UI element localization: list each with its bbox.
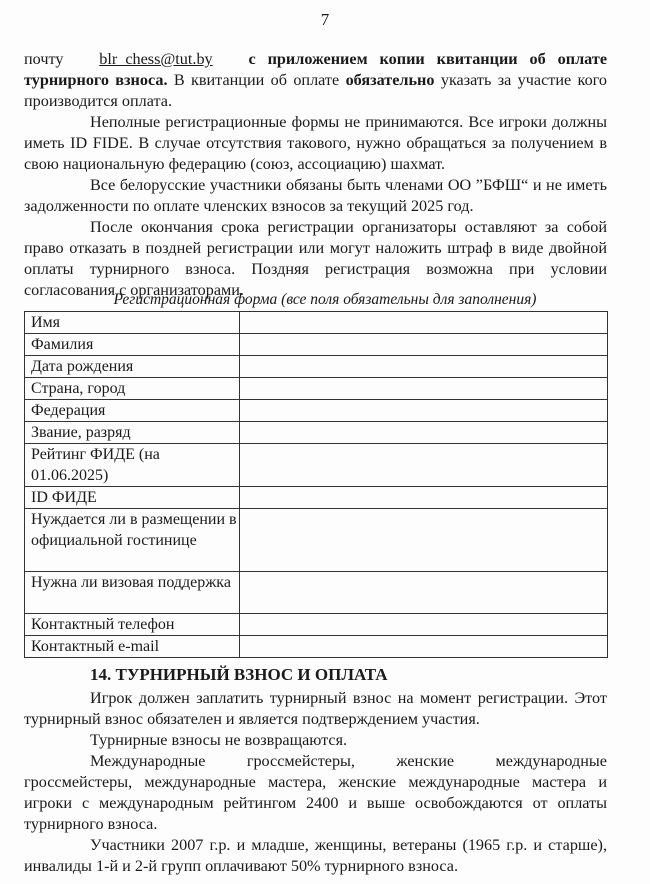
intro-paragraph — [24, 49, 607, 301]
paragraph-discounts: Участники 2007 г.р. и младше, женщины, ветераны (1965 г.р. и старше), инвалиды 1-й и 2-й групп оплачивают 50% турнирного взноса. — [24, 836, 607, 875]
paragraph-fee-required: Игрок должен заплатить турнирный взнос на момент регистрации. Этот турнирный взнос обязателен и является подтверждением участия. — [24, 689, 607, 728]
form-value-field[interactable] — [240, 487, 608, 509]
form-value-field[interactable] — [240, 614, 608, 636]
form-value-field[interactable] — [240, 356, 608, 378]
form-value-field[interactable] — [240, 378, 608, 400]
form-value-field[interactable] — [240, 334, 608, 356]
intro-prefix: почту — [24, 50, 64, 68]
form-row — [25, 312, 608, 334]
form-label: Имя — [25, 312, 240, 334]
form-label: Рейтинг ФИДЕ (на 01.06.2025) — [25, 444, 240, 487]
form-value-field[interactable] — [240, 312, 608, 334]
form-value-field[interactable] — [240, 509, 608, 572]
form-row — [25, 422, 608, 444]
form-row — [25, 487, 608, 509]
form-row — [25, 400, 608, 422]
form-label: Звание, разряд — [25, 422, 240, 444]
paragraph-late-registration: После окончания срока регистрации организаторы оставляют за собой право отказать в поздней регистрации или могут наложить штраф в виде двойной оплаты турнирного взноса. Поздняя регистрация возможна при условии согласования с организаторами. — [24, 218, 607, 299]
form-label: ID ФИДЕ — [25, 487, 240, 509]
form-value-field[interactable] — [240, 572, 608, 614]
form-row — [25, 334, 608, 356]
form-label: Контактный e-mail — [25, 636, 240, 658]
form-caption: Регистрационная форма (все поля обязательны для заполнения) — [113, 291, 537, 308]
intro-bold-word: обязательно — [345, 71, 435, 89]
page-number: 7 — [320, 10, 330, 29]
form-row — [25, 378, 608, 400]
form-label: Нужна ли визовая поддержка — [25, 572, 240, 614]
form-label: Страна, город — [25, 378, 240, 400]
registration-form-table — [24, 311, 608, 658]
form-label: Фамилия — [25, 334, 240, 356]
form-row — [25, 509, 608, 572]
paragraph-bfsh-members: Все белорусские участники обязаны быть членами ОО ”БФШ“ и не иметь задолженности по оплате членских взносов за текущий 2025 год. — [24, 176, 607, 215]
form-row — [25, 636, 608, 658]
form-label: Нуждается ли в размещении в официальной гостинице — [25, 509, 240, 572]
paragraph-incomplete-forms: Неполные регистрационные формы не принимаются. Все игроки должны иметь ID FIDE. В случае отсутствия такового, нужно обращаться за получением в свою национальную федерацию (союз, ассоциацию) шахмат. — [24, 113, 607, 173]
form-label: Федерация — [25, 400, 240, 422]
section14-body — [24, 688, 607, 877]
form-row — [25, 572, 608, 614]
form-row — [25, 356, 608, 378]
intro-after-bold: В квитанции об оплате — [173, 71, 340, 89]
paragraph-no-refund: Турнирные взносы не возвращаются. — [90, 731, 348, 749]
form-value-field[interactable] — [240, 422, 608, 444]
form-label: Контактный телефон — [25, 614, 240, 636]
intro-bold: с приложением копии квитанции об оплате турнирного взноса. — [24, 50, 607, 89]
form-value-field[interactable] — [240, 400, 608, 422]
intro-tail: указать за участие кого производится оплата. — [24, 71, 607, 110]
form-label: Дата рождения — [25, 356, 240, 378]
form-value-field[interactable] — [240, 636, 608, 658]
form-value-field[interactable] — [240, 444, 608, 487]
form-row — [25, 444, 608, 487]
email-link[interactable]: blr_chess@tut.by — [99, 50, 213, 68]
paragraph-exemptions: Международные гроссмейстеры, женские международные гроссмейстеры, международные мастера, женские международные мастера и игроки с международным рейтингом 2400 и выше освобождаются от оплаты турнирного взноса. — [24, 752, 607, 833]
section-heading: 14. ТУРНИРНЫЙ ВЗНОС И ОПЛАТА — [90, 665, 388, 684]
form-row — [25, 614, 608, 636]
